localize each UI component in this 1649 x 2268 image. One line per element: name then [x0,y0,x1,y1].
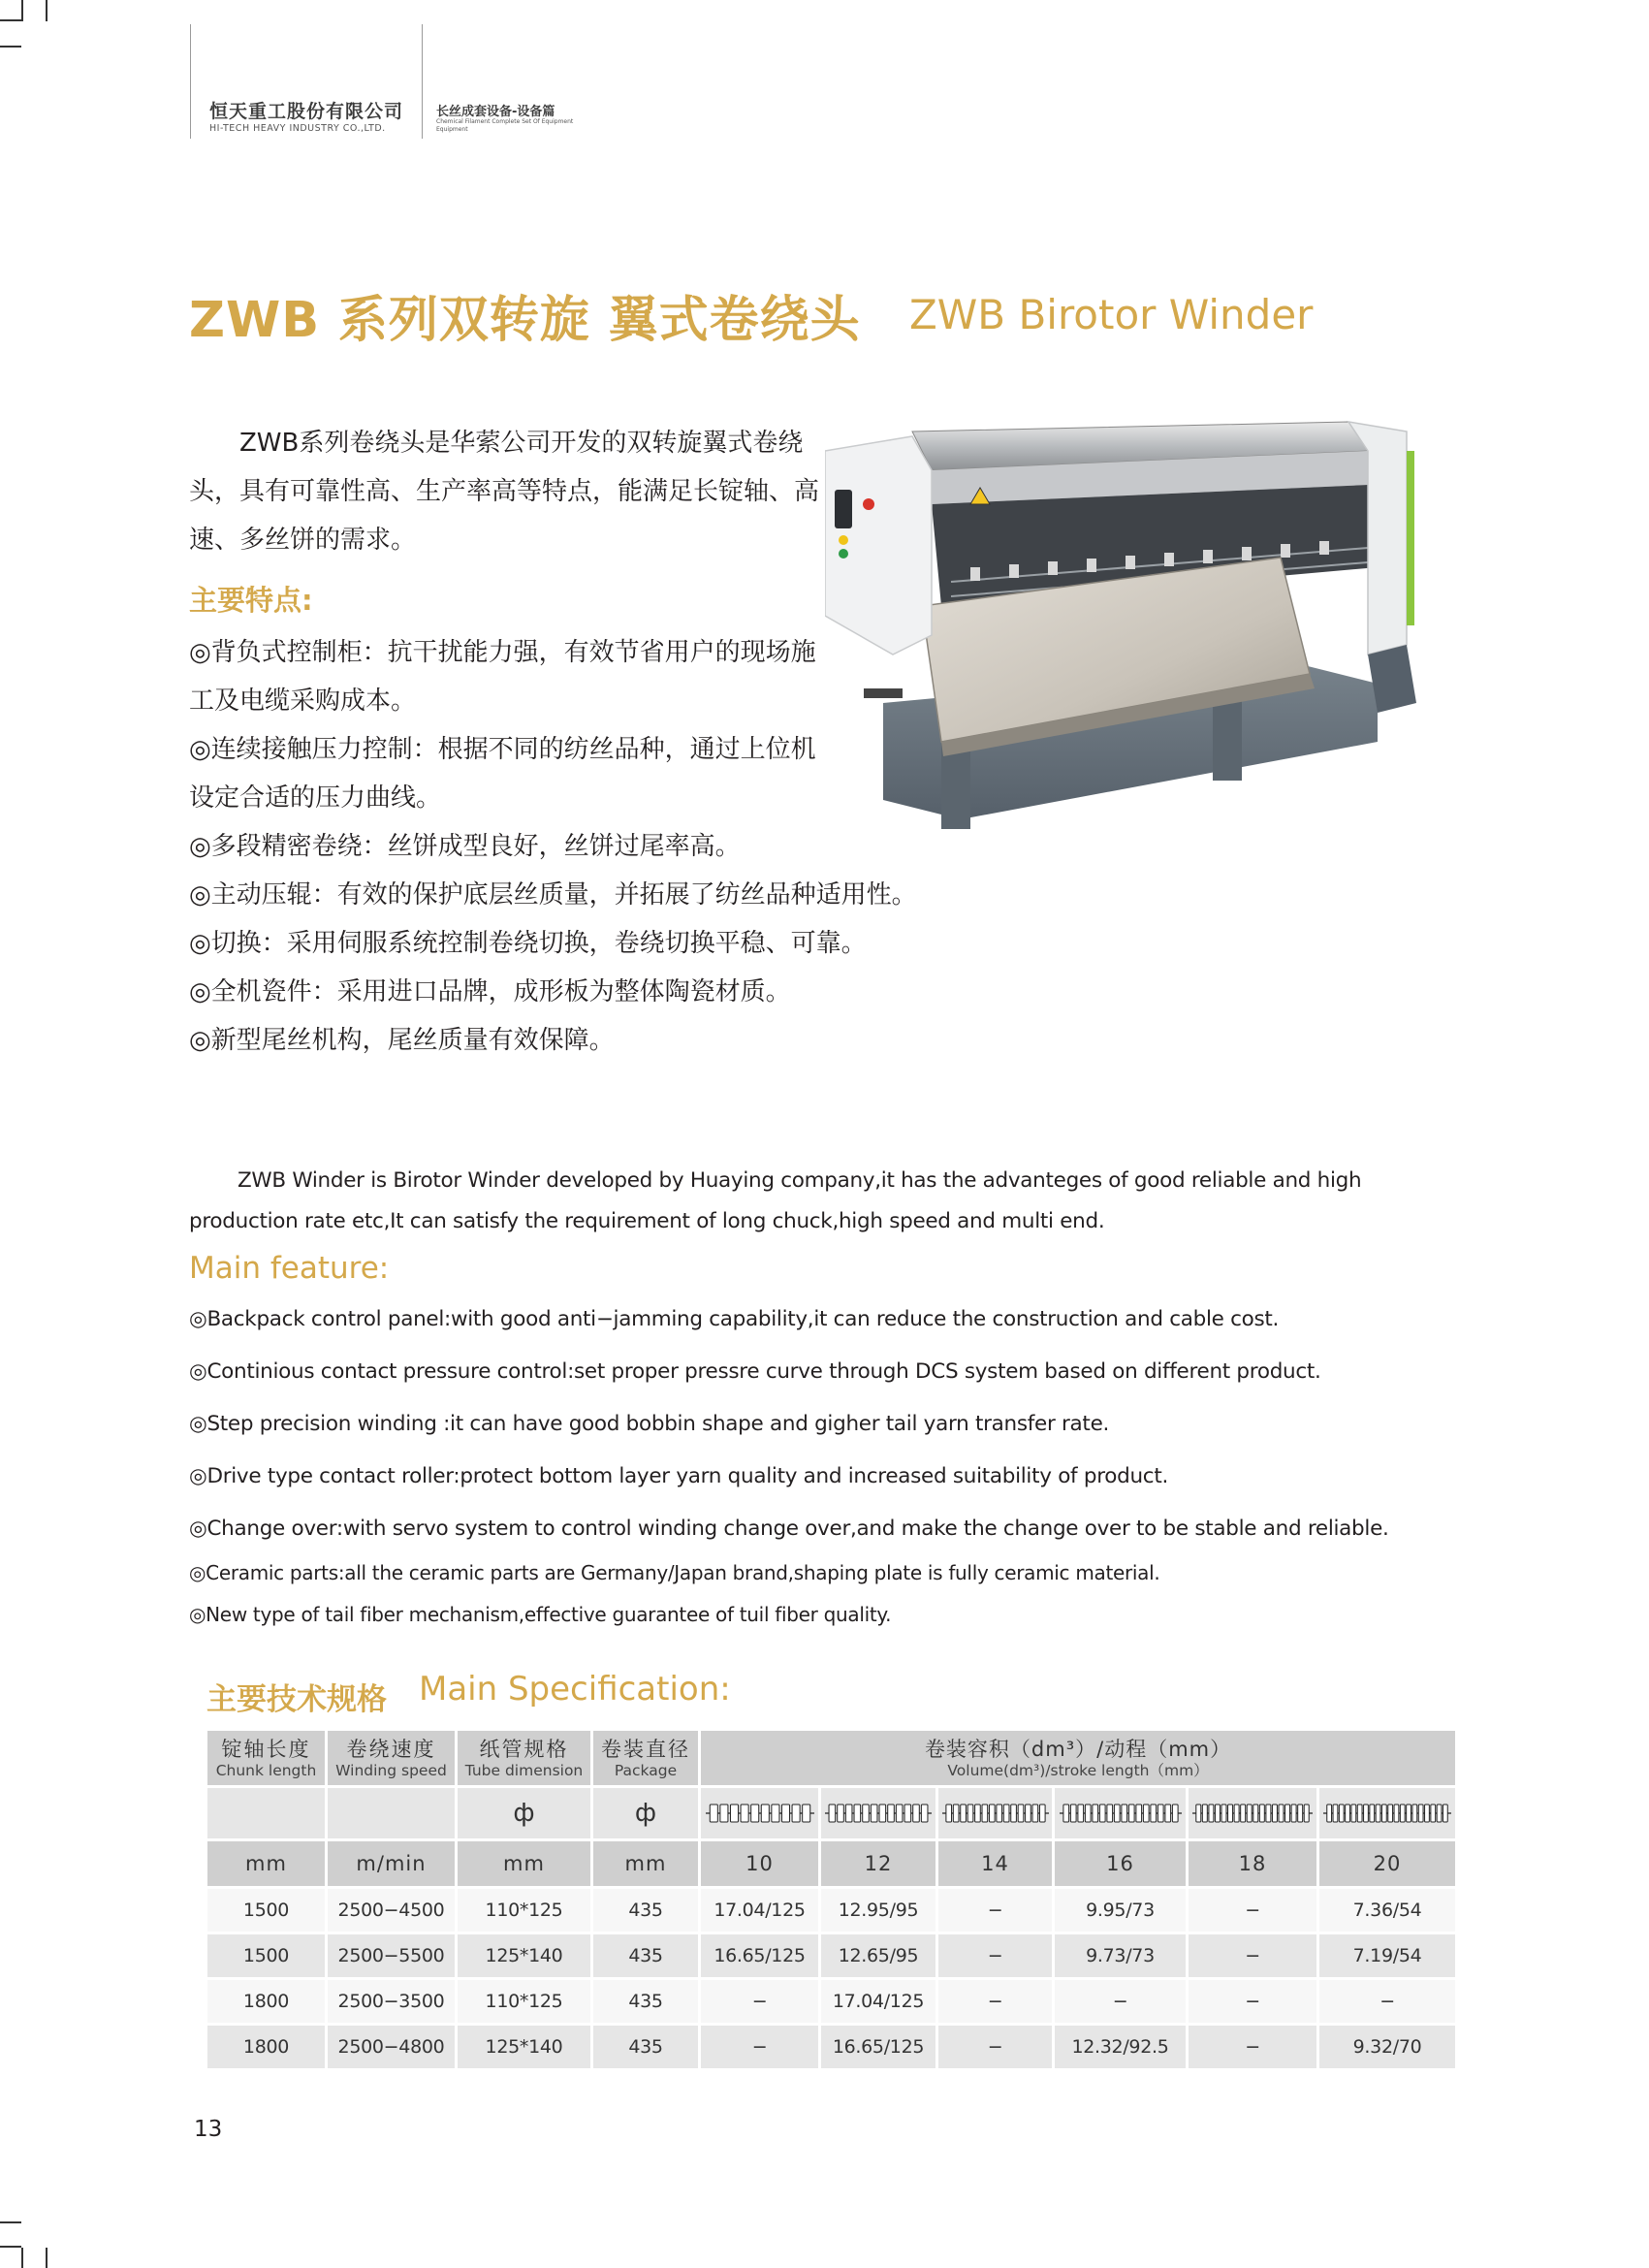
table-cell: 17.04/125 [820,1979,937,2025]
volume-header-en: Volume(dm³)/stroke length（mm） [947,1762,1209,1779]
feature-en-item: ◎Continious contact pressure control:set proper pressre curve through DCS system based on different product. [189,1359,1321,1384]
feature-cn-item: ◎全机瓷件：采用进口品牌，成形板为整体陶瓷材质。 [189,977,791,1006]
package-bobbin [1215,1805,1220,1822]
volume-col-label: 10 [700,1840,820,1888]
package-icon-cell [937,1787,1054,1840]
package-bobbin [781,1805,789,1822]
package-bobbin [1407,1805,1411,1822]
package-bobbin [1062,1805,1068,1822]
package-bobbin [904,1805,911,1822]
package-bobbin [1327,1805,1332,1822]
table-cell: − [937,1979,1054,2025]
table-cell: − [1188,1888,1318,1933]
package-bobbin [1259,1805,1264,1822]
package-bobbin [888,1805,895,1822]
package-bobbin [1253,1805,1258,1822]
diameter-symbol: ф [592,1787,700,1840]
table-cell: 9.32/70 [1318,2025,1457,2070]
table-cell: − [700,2025,820,2070]
package-icon-cell [1054,1787,1188,1840]
package-count-icon [1192,1801,1313,1826]
package-bobbin [1010,1805,1016,1822]
col-header-en: Package [614,1762,678,1779]
package-count-icon [942,1801,1049,1826]
volume-col-label: 20 [1318,1840,1457,1888]
package-bobbin [1346,1805,1350,1822]
package-bobbin [982,1805,988,1822]
unit-cell: mm [457,1840,592,1888]
header-divider [422,24,423,139]
package-bobbin [1150,1805,1156,1822]
category-cn: 长丝成套设备-设备篇 [436,105,555,119]
package-bobbin [1272,1805,1277,1822]
feature-cn-item: ◎背负式控制柜：抗干扰能力强，有效节省用户的现场施工及电缆采购成本。 [189,638,816,716]
feature-cn-item: ◎主动压辊：有效的保护底层丝质量，并拓展了纺丝品种适用性。 [189,880,917,910]
package-bobbin [1370,1805,1375,1822]
table-cell: 2500−3500 [327,1979,457,2025]
package-bobbin [1418,1805,1423,1822]
table-cell: − [937,1888,1054,1933]
table-cell: 435 [592,1933,700,1979]
package-bobbin [1291,1805,1296,1822]
crop-mark [0,2221,21,2223]
feature-cn-item: ◎新型尾丝机构，尾丝质量有效保障。 [189,1026,615,1055]
spec-table [205,1728,1458,2071]
package-bobbin [1003,1805,1009,1822]
volume-col-label: 12 [820,1840,937,1888]
package-bobbin [1234,1805,1239,1822]
package-bobbin [1209,1805,1214,1822]
package-bobbin [1394,1805,1399,1822]
package-bobbin [1025,1805,1031,1822]
volume-col-label: 18 [1188,1840,1318,1888]
table-cell: 7.19/54 [1318,1933,1457,1979]
feature-en-item: ◎Drive type contact roller:protect bottom layer yarn quality and increased suitability of product. [189,1464,1168,1488]
feature-en-item: ◎Ceramic parts:all the ceramic parts are Germany/Japan brand,shaping plate is fully ceramic material. [189,1561,1160,1584]
package-bobbin [741,1805,748,1822]
package-bobbin [989,1805,995,1822]
crop-mark [46,2248,48,2268]
package-bobbin [1247,1805,1252,1822]
crop-mark [0,2246,21,2248]
col-header-en: Chunk length [215,1762,317,1779]
package-bobbin [1099,1805,1105,1822]
package-bobbin [1304,1805,1309,1822]
col-header-cn: 卷绕速度 [346,1738,436,1761]
package-bobbin [1364,1805,1369,1822]
feature-en-item: ◎Change over:with servo system to control winding change over,and make the change over to be stable and reliable. [189,1517,1389,1541]
package-bobbin [996,1805,1001,1822]
table-cell: 110*125 [457,1888,592,1933]
table-cell: − [1318,1979,1457,2025]
package-bobbin [1357,1805,1362,1822]
crop-mark [46,0,48,21]
package-bobbin [1032,1805,1038,1822]
package-bobbin [953,1805,959,1822]
intro-en: ZWB Winder is Birotor Winder developed by Huaying company,it has the advanteges of good reliable and high production rate etc,It can satisfy the requirement of long chuck,high speed and multi end. [189,1168,1362,1233]
package-icon-cell [1318,1787,1457,1840]
volume-header-cn: 卷装容积（dm³）/动程（mm） [924,1738,1232,1761]
table-cell [206,1787,327,1840]
col-header-tube-dimension [457,1730,592,1787]
table-row [206,1933,1457,1979]
package-icon-cell [820,1787,937,1840]
page-number: 13 [194,2117,223,2142]
crop-mark [0,46,21,48]
package-bobbin [802,1805,809,1822]
table-cell: − [1188,1933,1318,1979]
table-cell: 16.65/125 [700,1933,820,1979]
table-cell: − [700,1979,820,2025]
company-name-cn: 恒天重工股份有限公司 [209,101,404,122]
package-bobbin [1279,1805,1284,1822]
package-bobbin [1425,1805,1430,1822]
package-bobbin [1412,1805,1417,1822]
package-bobbin [854,1805,861,1822]
table-row [206,1888,1457,1933]
feature-cn-item: ◎切换：采用伺服系统控制卷绕切换，卷绕切换平稳、可靠。 [189,929,867,958]
package-bobbin [1388,1805,1393,1822]
package-bobbin [1333,1805,1338,1822]
package-bobbin [1106,1805,1112,1822]
package-bobbin [1298,1805,1303,1822]
package-bobbin [1351,1805,1356,1822]
col-header-winding-speed [327,1730,457,1787]
package-bobbin [1172,1805,1178,1822]
package-bobbin [1077,1805,1083,1822]
package-bobbin [1196,1805,1201,1822]
col-header-chunk-length [206,1730,327,1787]
package-bobbin [1157,1805,1163,1822]
package-bobbin [1400,1805,1405,1822]
package-bobbin [967,1805,973,1822]
package-bobbin [1114,1805,1120,1822]
table-cell: 1800 [206,2025,327,2070]
col-header-volume [700,1730,1457,1787]
volume-col-label: 14 [937,1840,1054,1888]
package-bobbin [1018,1805,1024,1822]
package-bobbin [1164,1805,1170,1822]
col-header-en: Tube dimension [464,1762,584,1779]
table-cell: 12.65/95 [820,1933,937,1979]
package-bobbin [829,1805,836,1822]
feature-en-item: ◎New type of tail fiber mechanism,effective guarantee of tuil fiber quality. [189,1603,892,1626]
package-bobbin [710,1805,717,1822]
table-cell: 125*140 [457,1933,592,1979]
table-cell: − [1188,1979,1318,2025]
package-bobbin [1202,1805,1207,1822]
package-bobbin [1241,1805,1246,1822]
table-cell: 9.95/73 [1054,1888,1188,1933]
table-cell: 110*125 [457,1979,592,2025]
col-header-cn: 纸管规格 [479,1738,569,1761]
feature-cn-item: ◎多段精密卷绕：丝饼成型良好，丝饼过尾率高。 [189,832,741,861]
diameter-symbol: ф [457,1787,592,1840]
col-header-package [592,1730,700,1787]
intro-cn: ZWB系列卷绕头是华萦公司开发的双转旋翼式卷绕头，具有可靠性高、生产率高等特点，能满足长锭轴、高速、多丝饼的需求。 [189,429,820,555]
package-bobbin [879,1805,886,1822]
package-bobbin [896,1805,903,1822]
package-bobbin [1128,1805,1134,1822]
crop-mark [0,19,21,21]
package-bobbin [838,1805,844,1822]
package-bobbin [1266,1805,1271,1822]
table-cell [327,1787,457,1840]
package-bobbin [1339,1805,1344,1822]
package-bobbin [974,1805,980,1822]
package-count-icon [825,1801,932,1826]
package-bobbin [1437,1805,1442,1822]
header-divider [190,24,191,139]
package-count-icon [1060,1801,1182,1826]
table-cell: 435 [592,2025,700,2070]
table-cell: − [1054,1979,1188,2025]
package-bobbin [730,1805,738,1822]
table-row [206,2025,1457,2070]
table-cell: 125*140 [457,2025,592,2070]
table-row [206,1979,1457,2025]
spec-unit-row [206,1840,1457,1888]
package-bobbin [1285,1805,1290,1822]
package-bobbin [1431,1805,1436,1822]
table-cell: − [1188,2025,1318,2070]
crop-mark [21,2248,23,2268]
company-name-en: HI-TECH HEAVY INDUSTRY CO.,LTD. [209,123,386,134]
package-bobbin [1443,1805,1447,1822]
col-header-cn: 锭轴长度 [221,1738,311,1761]
table-cell: 2500−5500 [327,1933,457,1979]
table-cell: 435 [592,1979,700,2025]
table-cell: 7.36/54 [1318,1888,1457,1933]
unit-cell: mm [206,1840,327,1888]
package-bobbin [863,1805,870,1822]
features-cn-heading: 主要特点: [189,584,313,617]
page-title-en: ZWB Birotor Winder [909,291,1314,338]
package-bobbin [1039,1805,1045,1822]
package-bobbin [1221,1805,1226,1822]
package-bobbin [945,1805,951,1822]
winder-machine-image [825,412,1432,839]
table-cell: 2500−4800 [327,2025,457,2070]
package-bobbin [761,1805,769,1822]
crop-mark [21,0,23,21]
table-cell: − [937,1933,1054,1979]
package-bobbin [792,1805,800,1822]
table-cell: 2500−4500 [327,1888,457,1933]
package-bobbin [1121,1805,1126,1822]
table-cell: 435 [592,1888,700,1933]
package-bobbin [1143,1805,1149,1822]
col-header-cn: 卷装直径 [601,1738,690,1761]
spec-diameter-row [206,1787,1457,1840]
package-bobbin [1381,1805,1386,1822]
features-en-heading: Main feature: [189,1251,390,1286]
package-icon-cell [700,1787,820,1840]
feature-cn-item: ◎连续接触压力控制：根据不同的纺丝品种，通过上位机设定合适的压力曲线。 [189,735,816,813]
package-bobbin [1092,1805,1097,1822]
package-bobbin [921,1805,928,1822]
table-cell: 17.04/125 [700,1888,820,1933]
package-bobbin [1228,1805,1233,1822]
page-title-cn: ZWB 系列双转旋 翼式卷绕头 [189,292,861,349]
package-bobbin [771,1805,778,1822]
spec-header-row [206,1730,1457,1787]
spec-heading-en: Main Specification: [419,1670,731,1709]
category-en: Chemical Filament Complete Set Of Equipment Equipment [436,118,574,133]
table-cell: 1800 [206,1979,327,2025]
feature-en-item: ◎Backpack control panel:with good anti−jamming capability,it can reduce the construction and cable cost. [189,1307,1280,1331]
table-cell: − [937,2025,1054,2070]
package-bobbin [750,1805,758,1822]
package-bobbin [1070,1805,1076,1822]
table-cell: 1500 [206,1933,327,1979]
package-bobbin [960,1805,966,1822]
table-cell: 16.65/125 [820,2025,937,2070]
package-count-icon [1323,1801,1451,1826]
package-bobbin [719,1805,727,1822]
package-bobbin [845,1805,852,1822]
package-bobbin [1085,1805,1091,1822]
package-count-icon [706,1801,814,1826]
volume-col-label: 16 [1054,1840,1188,1888]
table-cell: 1500 [206,1888,327,1933]
table-cell: 12.32/92.5 [1054,2025,1188,2070]
table-cell: 12.95/95 [820,1888,937,1933]
spec-heading-cn: 主要技术规格 [206,1682,387,1717]
unit-cell: mm [592,1840,700,1888]
package-icon-cell [1188,1787,1318,1840]
package-bobbin [913,1805,920,1822]
feature-en-item: ◎Step precision winding :it can have good bobbin shape and gigher tail yarn transfer rate. [189,1412,1110,1436]
package-bobbin [1135,1805,1141,1822]
table-cell: 9.73/73 [1054,1933,1188,1979]
unit-cell: m/min [327,1840,457,1888]
package-bobbin [1376,1805,1380,1822]
package-bobbin [871,1805,877,1822]
col-header-en: Winding speed [335,1762,447,1779]
